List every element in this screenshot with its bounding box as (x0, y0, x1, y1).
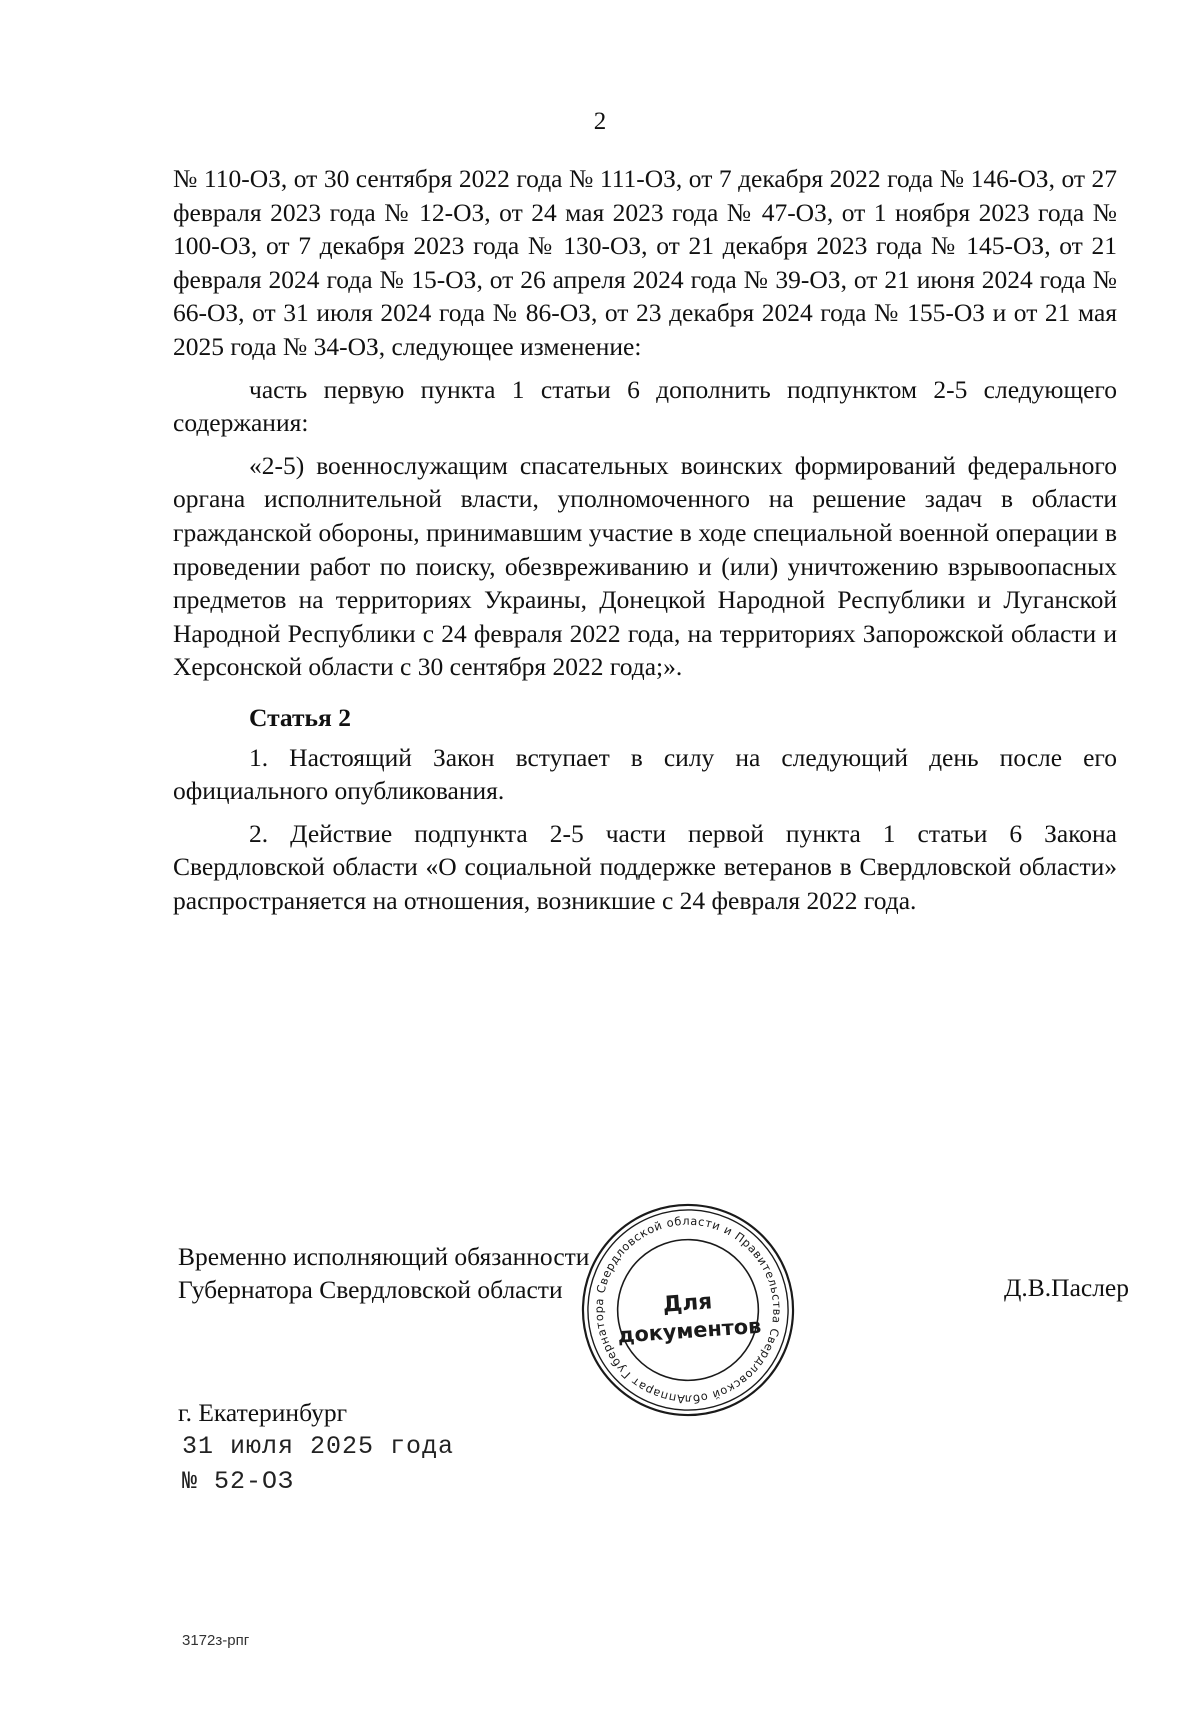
page-number: 2 (593, 108, 607, 135)
article-2-item-1: 1. Настоящий Закон вступает в силу на следующий день после его официального опубликования. (173, 742, 1117, 806)
signing-place: г. Екатеринбург (178, 1398, 348, 1427)
signatory-name: Д.В.Паслер (1004, 1273, 1129, 1302)
stamp-center-line-2: документов (616, 1313, 762, 1348)
article-2-heading: Статья 2 (249, 702, 351, 732)
signature-position (178, 1240, 589, 1306)
document-footer-code: 3172з-рпг (182, 1632, 250, 1649)
stamp-center-line-1: Для (662, 1289, 714, 1318)
signature-position-line-1: Временно исполняющий обязанности (178, 1242, 590, 1271)
document-body (173, 162, 1117, 917)
article-2-item-2: 2. Действие подпункта 2-5 части первой пункта 1 статьи 6 Закона Свердловской области «О социальной поддержке ветеранов в Свердловской области» распространяется на отношения, возникшие с 24 февраля 2022 года. (173, 818, 1117, 915)
signature-position-line-2: Губернатора Свердловской области (178, 1275, 563, 1304)
law-number: № 52-ОЗ (182, 1467, 295, 1496)
signing-date: 31 июля 2025 года (182, 1432, 455, 1461)
stamp-ring-text: Аппарат Губернатора Свердловской области и Правительства Свердловской области (591, 1213, 785, 1407)
amendment-instruction-paragraph: часть первую пункта 1 статьи 6 дополнить подпунктом 2-5 следующего содержания: (173, 374, 1117, 438)
official-stamp (579, 1201, 797, 1419)
amendment-intro-paragraph: № 110-ОЗ, от 30 сентября 2022 года № 111-ОЗ, от 7 декабря 2022 года № 146-ОЗ, от 27 февраля 2023 года № 12-ОЗ, от 24 мая 2023 года № 47-ОЗ, от 1 ноября 2023 года № 100-ОЗ, от 7 декабря 2023 года № 130-ОЗ, от 21 декабря 2023 года № 145-ОЗ, от 21 февраля 2024 года № 15-ОЗ, от 26 апреля 2024 года № 39-ОЗ, от 21 июня 2024 года № 66-ОЗ, от 31 июля 2024 года № 86-ОЗ, от 23 декабря 2024 года № 155-ОЗ и от 21 мая 2025 года № 34-ОЗ, следующее изменение: (173, 164, 1117, 361)
subparagraph-2-5-text: «2-5) военнослужащим спасательных воинских формирований федерального органа исполнительной власти, уполномоченного на решение задач в области гражданской обороны, принимавшим участие в ходе специальной военной операции в проведении работ по поиску, обезвреживанию и (или) уничтожению взрывоопасных предметов на территориях Украины, Донецкой Народной Республики и Луганской Народной Республики с 24 февраля 2022 года, на территориях Запорожской области и Херсонской области с 30 сентября 2022 года;». (173, 450, 1117, 682)
